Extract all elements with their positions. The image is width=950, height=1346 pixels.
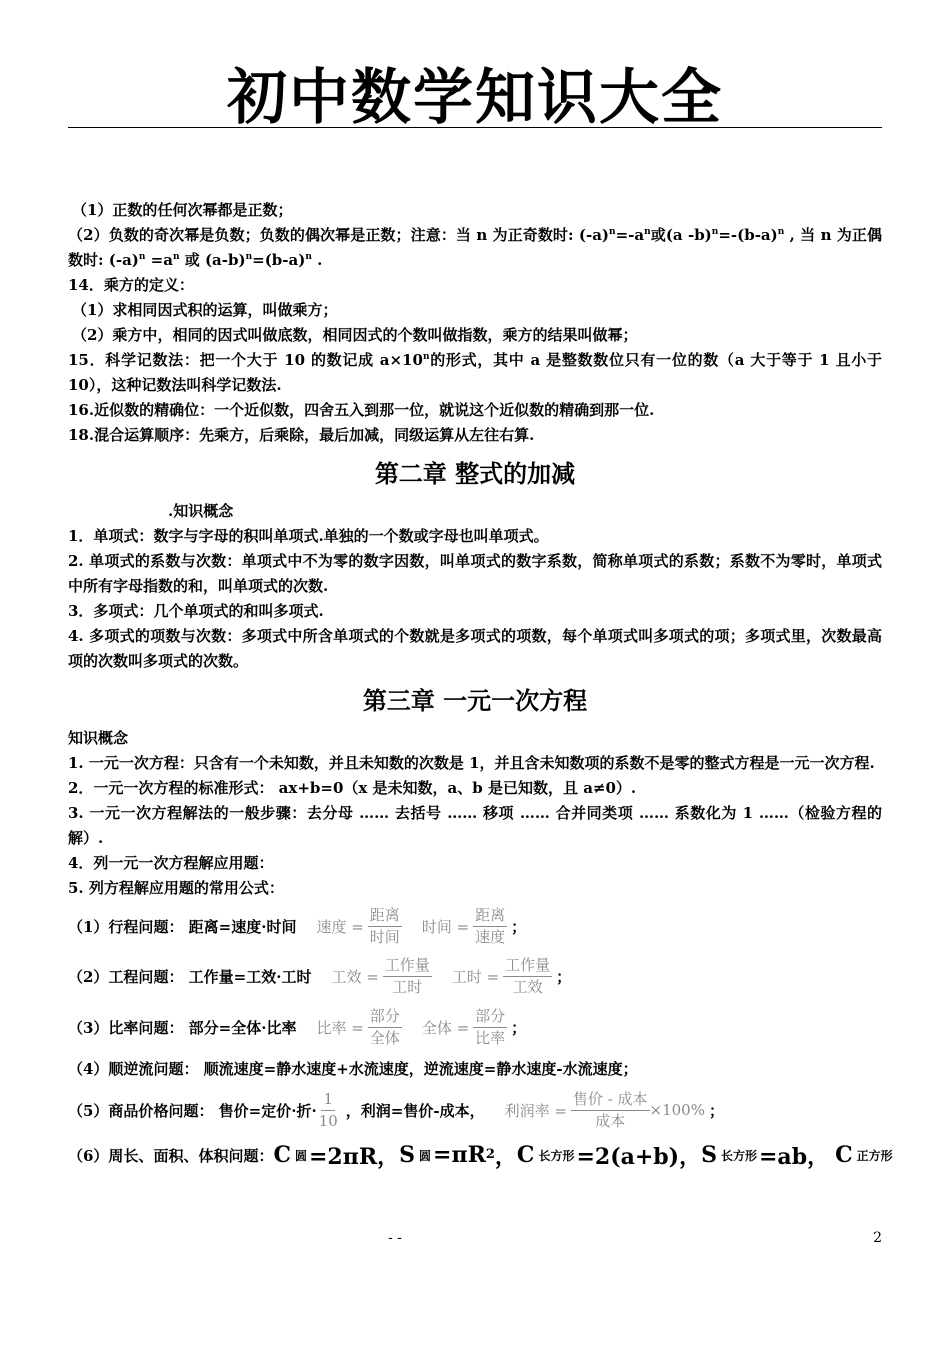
power-definition-1: （1）求相同因式积的运算，叫做乘方； (72, 301, 338, 319)
chapter-3-item: 2．一元一次方程的标准形式： ax+b=0（x 是未知数，a、b 是已知数，且 a≠0）. (68, 779, 637, 797)
formula-current: （4）顺逆流问题： 顺流速度=静水速度+水流速度，逆流速度=静水速度-水流速度； (68, 1059, 638, 1078)
formula-ratio: （3）比率问题： 部分=全体·比率 比率 = $\frac{\text{部分}}{\text{全体}}$ 全体 = $\frac{\text{部分}}{\text{比率}}$ ； (68, 1006, 527, 1047)
chapter-3-item: 5. 列方程解应用题的常用公式： (68, 879, 284, 897)
rule-positive-power: （1）正数的任何次幂都是正数； (72, 201, 293, 219)
operation-order: 18.混合运算顺序：先乘方，后乘除，最后加减，同级运算从左往右算. (68, 426, 535, 444)
approximate-number: 16.近似数的精确位：一个近似数，四舍五入到那一位，就说这个近似数的精确到那一位. (68, 401, 655, 419)
power-definition-2: （2）乘方中，相同的因式叫做底数，相同因式的个数叫做指数，乘方的结果叫做幂； (72, 326, 638, 344)
chapter-3-item: 4．列一元一次方程解应用题： (68, 854, 274, 872)
title-rule (68, 127, 882, 128)
formula-price: （5）商品价格问题： 售价=定价·折· $\frac{1}{10}$ ，利润=售价-成本， 利润率 = $\frac{\text{售价 - 成本}}{\text{成本}}$ ×100% ； (68, 1089, 724, 1130)
chapter-3-heading: 第三章 一元一次方程 (362, 686, 588, 715)
chapter-3-concept-label: 知识概念 (68, 729, 129, 747)
rule-negative-power: （2）负数的奇次幂是负数；负数的偶次幂是正数；注意：当 n 为正奇数时: $(-a)^n=-a^n$或(a $-b)^n=-(b-a)^n$ , 当 n 为正偶数时: $(-a)^n =a^n$ 或 $(a-b)^n=(b-a)^n$ . (68, 226, 882, 269)
chapter-3-item: 1. 一元一次方程：只含有一个未知数，并且未知数的次数是 1，并且含未知数项的系数不是零的整式方程是一元一次方程. (68, 754, 875, 772)
power-definition-heading: 14．乘方的定义： (68, 276, 194, 294)
chapter-2-concept-label: .知识概念 (168, 502, 234, 520)
page-title: 初中数学知识大全 (227, 63, 723, 133)
chapter-2-item: 1．单项式：数字与字母的积叫单项式.单独的一个数或字母也叫单项式。 (68, 527, 549, 545)
formula-geometry: （6）周长、面积、体积问题： C 圆 =2πR， S 圆 =πR 2 ， C 长方形 =2(a+b)， S 长方形 =ab， C 正方形 (68, 1142, 893, 1170)
chapter-2-item: 3．多项式：几个单项式的和叫多项式. (68, 602, 324, 620)
page-number: 2 (873, 1230, 882, 1246)
formula-travel: （1）行程问题： 距离=速度·时间 速度 = $\frac{\text{距离}}{\text{时间}}$ 时间 = $\frac{\text{距离}}{\text{速度}}$ ； (68, 905, 527, 946)
scientific-notation: 15．科学记数法：把一个大于 10 的数记成 $a\times 10^n$的形式，其中 a 是整数数位只有一位的数（a 大于等于 1 且小于 10），这种记数法叫科学记数法. (68, 351, 882, 394)
chapter-2-heading: 第二章 整式的加减 (374, 459, 576, 488)
document-body (68, 198, 893, 1173)
footer-marker: - - (388, 1230, 402, 1246)
formula-work: （2）工程问题： 工作量=工效·工时 工效 = $\frac{\text{工作量}}{\text{工时}}$ 工时 = $\frac{\text{工作量}}{\text{工效}}$ ； (68, 955, 572, 996)
chapter-2-item: 4. 多项式的项数与次数：多项式中所含单项式的个数就是多项式的项数，每个单项式叫多项式的项；多项式里，次数最高项的次数叫多项式的次数。 (68, 627, 882, 670)
chapter-2-item: 2. 单项式的系数与次数：单项式中不为零的数字因数，叫单项式的数字系数，简称单项式的系数；系数不为零时，单项式中所有字母指数的和，叫单项式的次数. (68, 552, 882, 595)
chapter-3-item: 3. 一元一次方程解法的一般步骤：去分母 …… 去括号 …… 移项 …… 合并同类项 …… 系数化为 1 ……（检验方程的解）. (68, 804, 882, 847)
